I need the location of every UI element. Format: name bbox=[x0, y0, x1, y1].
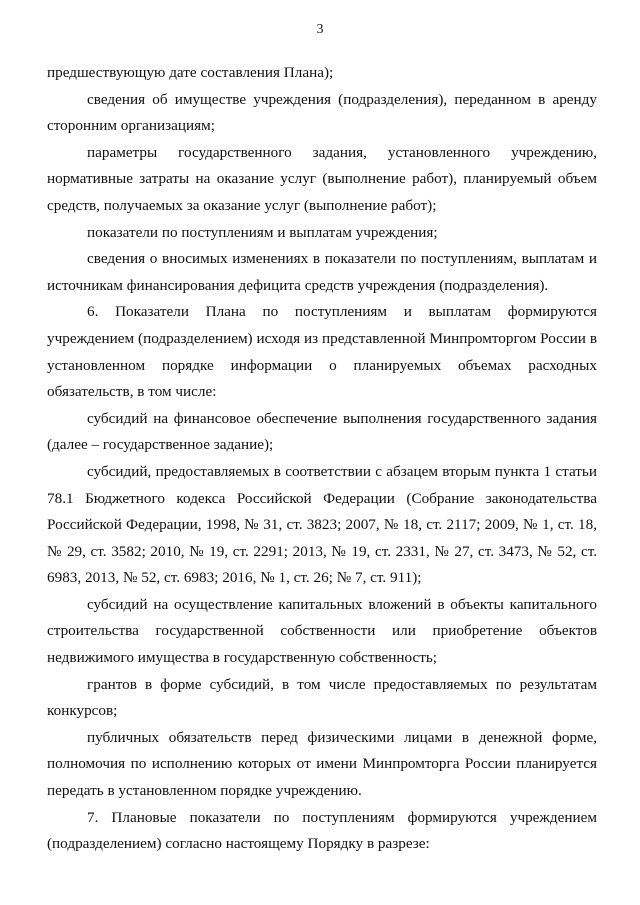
document-body bbox=[47, 60, 597, 858]
paragraph-receipts-payments: показатели по поступлениям и выплатам учреждения; bbox=[87, 223, 438, 241]
paragraph-property-info: сведения об имуществе учреждения (подразделения), переданном в аренду сторонним организациям; bbox=[47, 90, 597, 135]
paragraph-state-task-parameters: параметры государственного задания, установленного учреждению, нормативные затраты на оказание услуг (выполнение работ), планируемый объем средств, получаемых за оказание услуг (выполнение работ); bbox=[47, 143, 597, 214]
paragraph-item-6: 6. Показатели Плана по поступлениям и выплатам формируются учреждением (подразделением) исходя из представленной Минпромторгом России в установленном порядке информации о планируемых объемах расходных обязательств, в том числе: bbox=[47, 303, 597, 401]
paragraph-continuation: предшествующую дате составления Плана); bbox=[47, 64, 334, 81]
paragraph-item-7: 7. Плановые показатели по поступлениям формируются учреждением (подразделением) согласно настоящему Порядку в разрезе: bbox=[47, 808, 597, 853]
paragraph-subsidy-state-task: субсидий на финансовое обеспечение выполнения государственного задания (далее – государственное задание); bbox=[47, 409, 597, 454]
paragraph-subsidy-article-78-1: субсидий, предоставляемых в соответствии с абзацем вторым пункта 1 статьи 78.1 Бюджетного кодекса Российской Федерации (Собрание законодательства Российской Федерации, 1998, № 31, ст. 3823; 2007, № 18, ст. 2117; 2009, № 1, ст. 18, № 29, ст. 3582; 2010, № 19, ст. 2291; 2013, № 19, ст. 2331, № 27, ст. 3473, № 52, ст. 6983, 2013, № 52, ст. 6983; 2016, № 1, ст. 26; № 7, ст. 911); bbox=[47, 462, 597, 587]
paragraph-subsidy-capital: субсидий на осуществление капитальных вложений в объекты капитального строительства государственной собственности или приобретение объектов недвижимого имущества в государственную собственность; bbox=[47, 595, 597, 667]
paragraph-grants: грантов в форме субсидий, в том числе предоставляемых по результатам конкурсов; bbox=[47, 675, 597, 720]
page-number: 3 bbox=[316, 22, 324, 37]
paragraph-public-obligations: публичных обязательств перед физическими лицами в денежной форме, полномочия по исполнению которых от имени Минпромторга России планируется передать в установленном порядке учреждению. bbox=[47, 728, 597, 800]
paragraph-changes-info: сведения о вносимых изменениях в показатели по поступлениям, выплатам и источникам финансирования дефицита средств учреждения (подразделения). bbox=[47, 250, 597, 294]
